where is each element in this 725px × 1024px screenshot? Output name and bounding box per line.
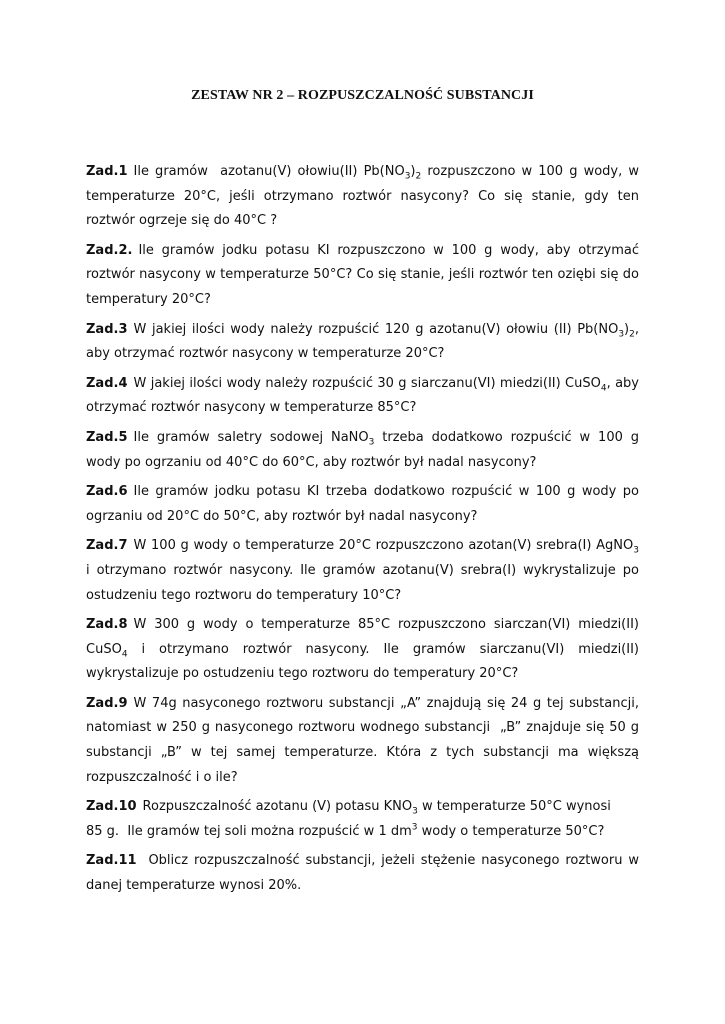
page-title: ZESTAW NR 2 – ROZPUSZCZALNOŚĆ SUBSTANCJI [191,88,534,103]
task-label: Zad.7 [86,538,128,554]
task-text: W 74g nasyconego roztworu substancji „A” znajdują się 24 g tej substancji, natomiast w 250 g nasyconego roztworu wodnego substancji „B” znajduje się 50 g substancji „B” w tej samej temperaturze. Która z tych substancji ma większą rozpuszczalność i o ile? [86,695,639,785]
task-text: W 300 g wody o temperaturze 85°C rozpuszczono siarczan(VI) miedzi(II) CuSO$_4$ i otrzymano roztwór nasycony. Ile gramów siarczanu(VI) miedzi(II) wykrystalizuje po ostudzeniu tego roztworu do temperatury 20°C? [86,617,639,682]
task-item [86,318,639,367]
task-text: W jakiej ilości wody należy rozpuścić 120 g azotanu(V) ołowiu (II) $Pb(NO_3)_2$, aby otrzymać roztwór nasycony w temperaturze 20°C? [86,321,639,362]
task-text: W jakiej ilości wody należy rozpuścić 30 g siarczanu(VI) miedzi(II) CuSO$_4$, aby otrzymać roztwór nasycony w temperaturze 85°C? [86,375,639,416]
task-text: Ile gramów saletry sodowej NaNO$_3$ trzeba dodatkowo rozpuścić w 100 g wody po ogrzaniu od 40°C do 60°C, aby roztwór był nadal nasycony? [86,429,640,470]
task-label: Zad.1 [86,164,128,179]
task-item [86,372,639,421]
task-item [86,239,639,313]
task-item [86,849,639,898]
task-item [86,480,639,529]
task-item [86,613,639,687]
task-text: Ile gramów azotanu(V) ołowiu(II) $Pb(NO_3)_2$ rozpuszczono w 100 g wody, w temperaturze 20°C, jeśli otrzymano roztwór nasycony? Co się stanie, gdy ten roztwór ogrzeje się do 40°C ? [86,164,639,229]
task-label: Zad.11 [86,853,137,869]
task-label: Zad.2. [86,242,133,258]
task-text: Ile gramów jodku potasu KI trzeba dodatkowo rozpuścić w 100 g wody po ogrzaniu od 20°C do 50°C, aby roztwór był nadal nasycony? [86,484,639,524]
task-text: Oblicz rozpuszczalność substancji, jeżeli stężenie nasyconego roztworu w danej temperaturze wynosi 20%. [86,853,639,894]
task-label: Zad.8 [86,617,128,633]
task-text: W 100 g wody o temperaturze 20°C rozpuszczono azotan(V) srebra(I) AgNO$_3$ i otrzymano roztwór nasycony. Ile gramów azotanu(V) srebra(I) wykrystalizuje po ostudzeniu tego roztworu do temperatury 10°C? [86,538,639,603]
task-item [86,692,639,790]
task-label: Zad.9 [86,695,128,711]
task-item [86,160,639,234]
task-list [86,160,639,904]
task-item [86,795,639,844]
task-label: Zad.10 [86,799,137,815]
task-text: Ile gramów jodku potasu KI rozpuszczono w 100 g wody, aby otrzymać roztwór nasycony w temperaturze 50°C? Co się stanie, jeśli roztwór ten oziębi się do temperatury 20°C? [86,242,639,307]
task-label: Zad.5 [86,429,128,445]
task-item [86,426,639,475]
task-label: Zad.6 [86,484,128,500]
task-item [86,534,639,608]
task-label: Zad.4 [86,375,128,391]
task-text: Rozpuszczalność azotanu (V) potasu $KNO_3$ w temperaturze 50°C wynosi 85 g. Ile gramów tej soli można rozpuścić w 1 $dm^3$ wody o temperaturze 50°C? [86,799,611,839]
task-label: Zad.3 [86,321,128,337]
